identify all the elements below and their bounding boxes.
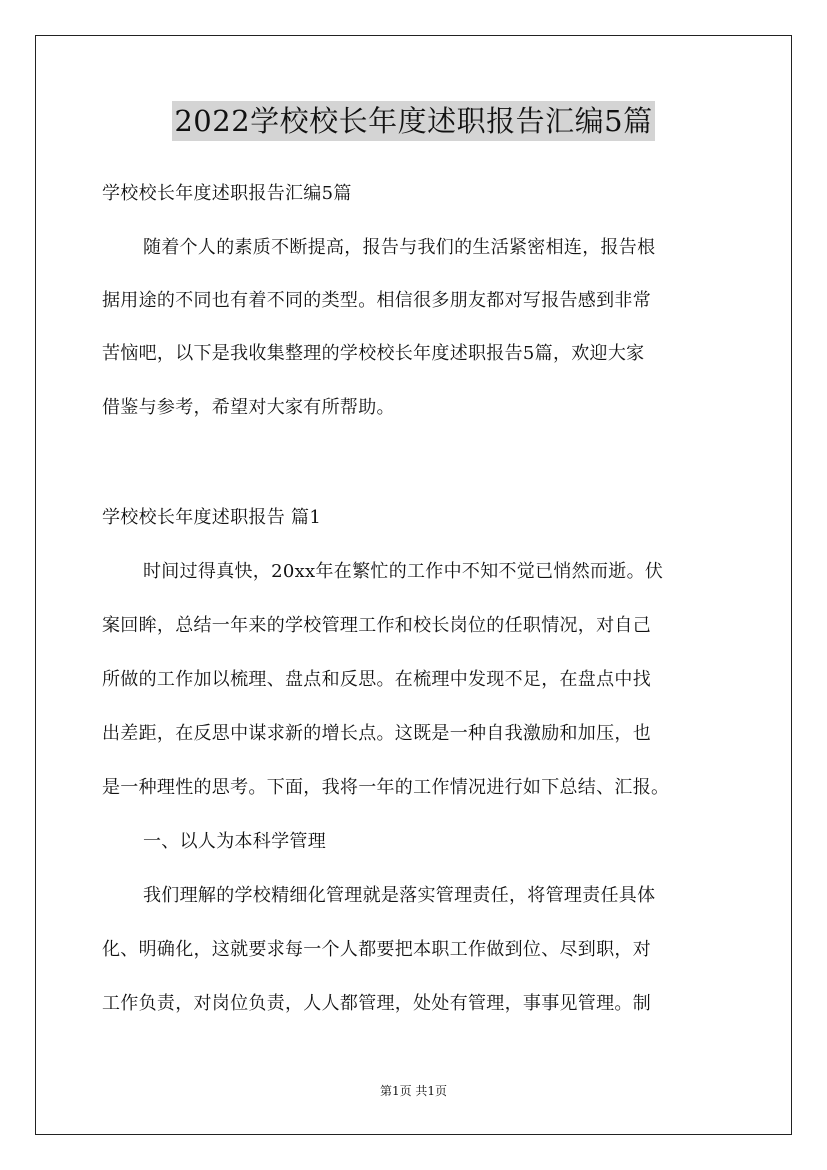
body2-line: 化、明确化，这就要求每一个人都要把本职工作做到位、尽到职，对 xyxy=(102,939,651,960)
section-heading: 学校校长年度述职报告 篇1 xyxy=(102,507,322,528)
body-line: 所做的工作加以梳理、盘点和反思。在梳理中发现不足，在盘点中找 xyxy=(102,669,651,690)
document-title: 2022学校校长年度述职报告汇编5篇 xyxy=(172,101,654,141)
page-footer: 第1页 共1页 xyxy=(379,1084,448,1098)
intro-line: 随着个人的素质不断提高，报告与我们的生活紧密相连，报告根 xyxy=(143,237,656,258)
sub-heading: 一、以人为本科学管理 xyxy=(143,831,326,852)
body-line: 时间过得真快，20xx年在繁忙的工作中不知不觉已悄然而逝。伏 xyxy=(143,561,664,582)
intro-line: 据用途的不同也有着不同的类型。相信很多朋友都对写报告感到非常 xyxy=(102,290,651,311)
document-subtitle: 学校校长年度述职报告汇编5篇 xyxy=(102,183,352,204)
intro-line: 借鉴与参考，希望对大家有所帮助。 xyxy=(102,397,395,418)
intro-line: 苦恼吧，以下是我收集整理的学校校长年度述职报告5篇，欢迎大家 xyxy=(102,343,645,364)
body2-line: 工作负责，对岗位负责，人人都管理，处处有管理，事事见管理。制 xyxy=(102,993,651,1014)
body2-line: 我们理解的学校精细化管理就是落实管理责任，将管理责任具体 xyxy=(143,885,656,906)
body-line: 案回眸，总结一年来的学校管理工作和校长岗位的任职情况，对自己 xyxy=(102,615,651,636)
title-container xyxy=(0,101,827,141)
body-line: 是一种理性的思考。下面，我将一年的工作情况进行如下总结、汇报。 xyxy=(102,777,670,798)
body-line: 出差距，在反思中谋求新的增长点。这既是一种自我激励和加压，也 xyxy=(102,723,651,744)
